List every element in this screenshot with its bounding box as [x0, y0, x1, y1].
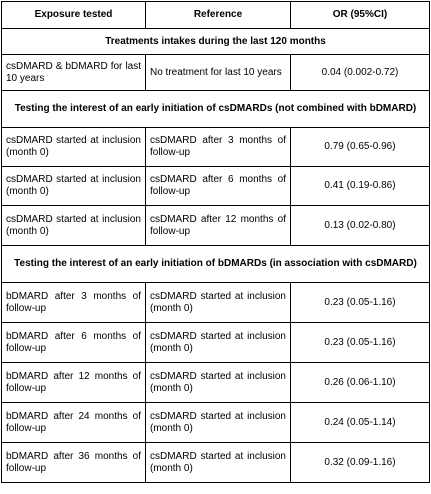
table-row [2, 363, 430, 403]
reference-cell: csDMARD started at inclusion (month 0) [146, 403, 291, 443]
header-row [2, 2, 430, 29]
header-or: OR (95%CI) [291, 2, 430, 29]
reference-cell: csDMARD started at inclusion (month 0) [146, 443, 291, 483]
header-exposure: Exposure tested [2, 2, 146, 29]
or-cell: 0.24 (0.05-1.14) [291, 403, 430, 443]
exposure-cell: csDMARD started at inclusion (month 0) [2, 167, 146, 206]
reference-cell: csDMARD started at inclusion (month 0) [146, 323, 291, 363]
or-cell: 0.41 (0.19-0.86) [291, 167, 430, 206]
exposure-cell: csDMARD started at inclusion (month 0) [2, 128, 146, 167]
results-table [1, 1, 430, 483]
section-title: Testing the interest of an early initiation of csDMARDs (not combined with bDMARD) [2, 91, 430, 128]
or-cell: 0.26 (0.06-1.10) [291, 363, 430, 403]
or-cell: 0.79 (0.65-0.96) [291, 128, 430, 167]
exposure-cell: bDMARD after 3 months of follow-up [2, 283, 146, 323]
section-row [2, 246, 430, 283]
reference-cell: csDMARD started at inclusion (month 0) [146, 283, 291, 323]
reference-cell: csDMARD after 12 months of follow-up [146, 206, 291, 246]
table-row [2, 167, 430, 206]
section-title: Treatments intakes during the last 120 months [2, 29, 430, 55]
reference-cell: csDMARD after 3 months of follow-up [146, 128, 291, 167]
exposure-cell: csDMARD & bDMARD for last 10 years [2, 55, 146, 91]
exposure-cell: bDMARD after 36 months of follow-up [2, 443, 146, 483]
table-row [2, 128, 430, 167]
or-cell: 0.23 (0.05-1.16) [291, 323, 430, 363]
header-reference: Reference [146, 2, 291, 29]
section-title: Testing the interest of an early initiation of bDMARDs (in association with csDMARD) [2, 246, 430, 283]
section-row [2, 91, 430, 128]
reference-cell: csDMARD after 6 months of follow-up [146, 167, 291, 206]
exposure-cell: bDMARD after 12 months of follow-up [2, 363, 146, 403]
exposure-cell: csDMARD started at inclusion (month 0) [2, 206, 146, 246]
reference-cell: No treatment for last 10 years [146, 55, 291, 91]
reference-cell: csDMARD started at inclusion (month 0) [146, 363, 291, 403]
table-row [2, 403, 430, 443]
section-row [2, 29, 430, 55]
or-cell: 0.23 (0.05-1.16) [291, 283, 430, 323]
exposure-cell: bDMARD after 24 months of follow-up [2, 403, 146, 443]
table-row [2, 206, 430, 246]
exposure-cell: bDMARD after 6 months of follow-up [2, 323, 146, 363]
or-cell: 0.04 (0.002-0.72) [291, 55, 430, 91]
table-row [2, 55, 430, 91]
table-row [2, 443, 430, 483]
or-cell: 0.32 (0.09-1.16) [291, 443, 430, 483]
or-cell: 0.13 (0.02-0.80) [291, 206, 430, 246]
table-row [2, 283, 430, 323]
table-row [2, 323, 430, 363]
